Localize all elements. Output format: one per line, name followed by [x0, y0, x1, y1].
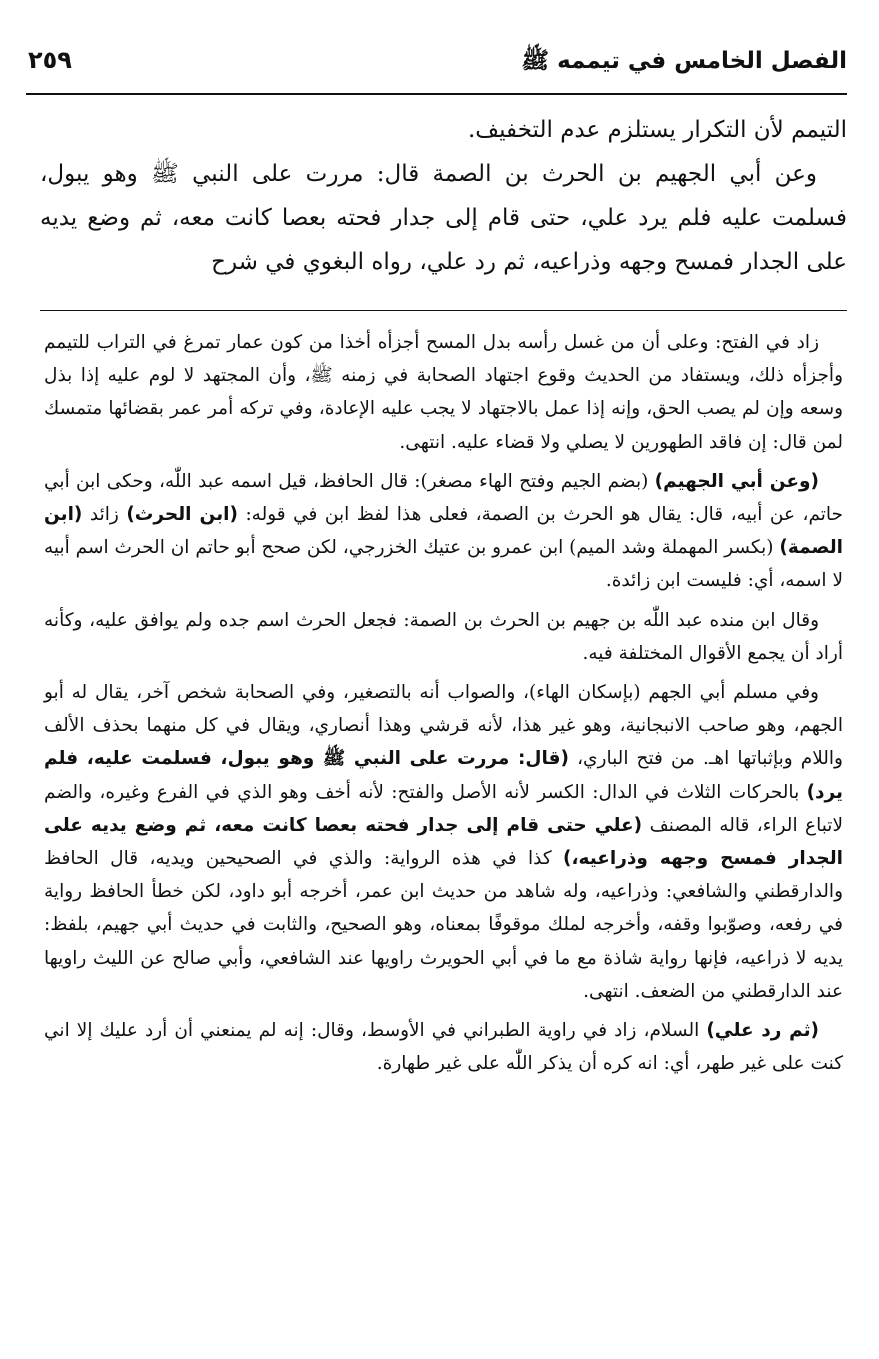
commentary-text: بالحركات الثلاث في الدال: الكسر لأنه الأصل والفتح: لأنه أخف وهو الذي في الفرع وغيره، والضم لاتباع الراء، قاله المصنف: [44, 781, 844, 836]
quoted-text: (ابن الحرث): [126, 504, 238, 526]
quoted-text: (علي حتى قام إلى جدار فحته بعصا كانت معه، ثم وضع يديه على الجدار فمسح وجهه وذراعيه،): [44, 814, 844, 870]
commentary-paragraph: [44, 676, 843, 1008]
quoted-text: (ابن الصمة): [44, 504, 843, 559]
commentary-text: زائد: [82, 504, 127, 526]
quoted-text: (ثم رد علي): [706, 1020, 819, 1042]
commentary-text: (بضم الجيم وفتح الهاء مصغر): قال الحافظ، قيل اسمه عبد اللّٰه، وحكى ابن أبي حاتم، عن أبيه، قال: يقال هو الحرث بن الصمة، فعلى هذا لفظ ابن في قوله:: [44, 470, 843, 526]
commentary-text: (بكسر المهملة وشد الميم) ابن عمرو بن عتيك الخزرجي، لكن صحح أبو حاتم ان الحرث اسم أبيه لا اسمه، أي: فليست ابن زائدة.: [43, 537, 843, 592]
page-header: [20, 38, 847, 88]
commentary-paragraph: [44, 465, 843, 598]
main-paragraph: التيمم لأن التكرار يستلزم عدم التخفيف.: [468, 117, 847, 143]
commentary-text: وفي مسلم أبي الجهم (بإسكان الهاء)، والصواب أنه بالتصغير، وفي الصحابة شخص آخر، يقال له أبو الجهم، وهو صاحب الانبجانية، وهو غير هذا، لأنه قرشي وهذا أنصاري، ويقال في كل منهما بحذف الألف واللام وبإثباتها اهـ. من فتح الباري،: [44, 682, 843, 770]
page-number: ٢٥٩: [28, 46, 72, 74]
commentary-paragraph: وقال ابن منده عبد اللّٰه بن جهيم بن الحرث بن الصمة: فجعل الحرث اسم جده ولم يوافق عليه، وكأنه أراد أن يجمع الأقوال المختلفة فيه.: [44, 609, 843, 664]
chapter-title: الفصل الخامس في تيممه ﷺ: [521, 48, 847, 74]
commentary-text: السلام، زاد في راوية الطبراني في الأوسط، وقال: إنه لم يمنعني أن أرد عليك إلا اني كنت على غير طهر، أي: انه كره أن يذكر اللّٰه على غير طهارة.: [44, 1020, 843, 1075]
commentary: [44, 326, 843, 1086]
footnote-separator: [40, 310, 847, 311]
main-text: [40, 108, 847, 284]
main-paragraph: وعن أبي الجهيم بن الحرث بن الصمة قال: مررت على النبي ﷺ وهو يبول، فسلمت عليه فلم يرد علي، حتى قام إلى جدار فحته بعصا كانت معه، ثم وضع يديه على الجدار فمسح وجهه وذراعيه، ثم رد علي، رواه البغوي في شرح: [40, 161, 847, 275]
commentary-paragraph: زاد في الفتح: وعلى أن من غسل رأسه بدل المسح أجزأه أخذا من كون عمار تمرغ في التراب للتيمم وأجزأه ذلك، ويستفاد من الحديث وقوع اجتهاد الصحابة في زمنه ﷺ، وأن المجتهد لا لوم عليه إذا بذل وسعه وإن لم يصب الحق، وإنه إذا عمل بالاجتهاد لا يجب عليه الإعادة، وفي تركه أمر عمر بقضائها متمسك لمن قال: إن فاقد الطهورين لا يصلي ولا قضاء عليه. انتهى.: [44, 332, 843, 453]
commentary-paragraph: [44, 1014, 843, 1080]
quoted-text: (قال: مررت على النبي ﷺ وهو يبول، فسلمت عليه، فلم يرد): [44, 748, 843, 803]
commentary-text: كذا في هذه الرواية: والذي في الصحيحين ويديه، قال الحافظ والدارقطني والشافعي: وذراعيه، وله شاهد من حديث ابن عمر، أخرجه أبو داود، لكن خطأ الحافظ رواية في رفعه، وصوّبوا وقفه، وأخرجه لملك موقوفًا بمعناه، وهو الصحيح، والثابت في حديث أبي جهيم، بلفظ: يديه لا ذراعيه، فإنها رواية شاذة مع ما في أبي الحويرث راويها عند الشافعي، وأبي صالح عن الليث راويها عند الدارقطني من الضعف. انتهى.: [44, 848, 843, 1002]
header-rule: [26, 93, 847, 95]
quoted-text: (وعن أبي الجهيم): [654, 470, 819, 492]
